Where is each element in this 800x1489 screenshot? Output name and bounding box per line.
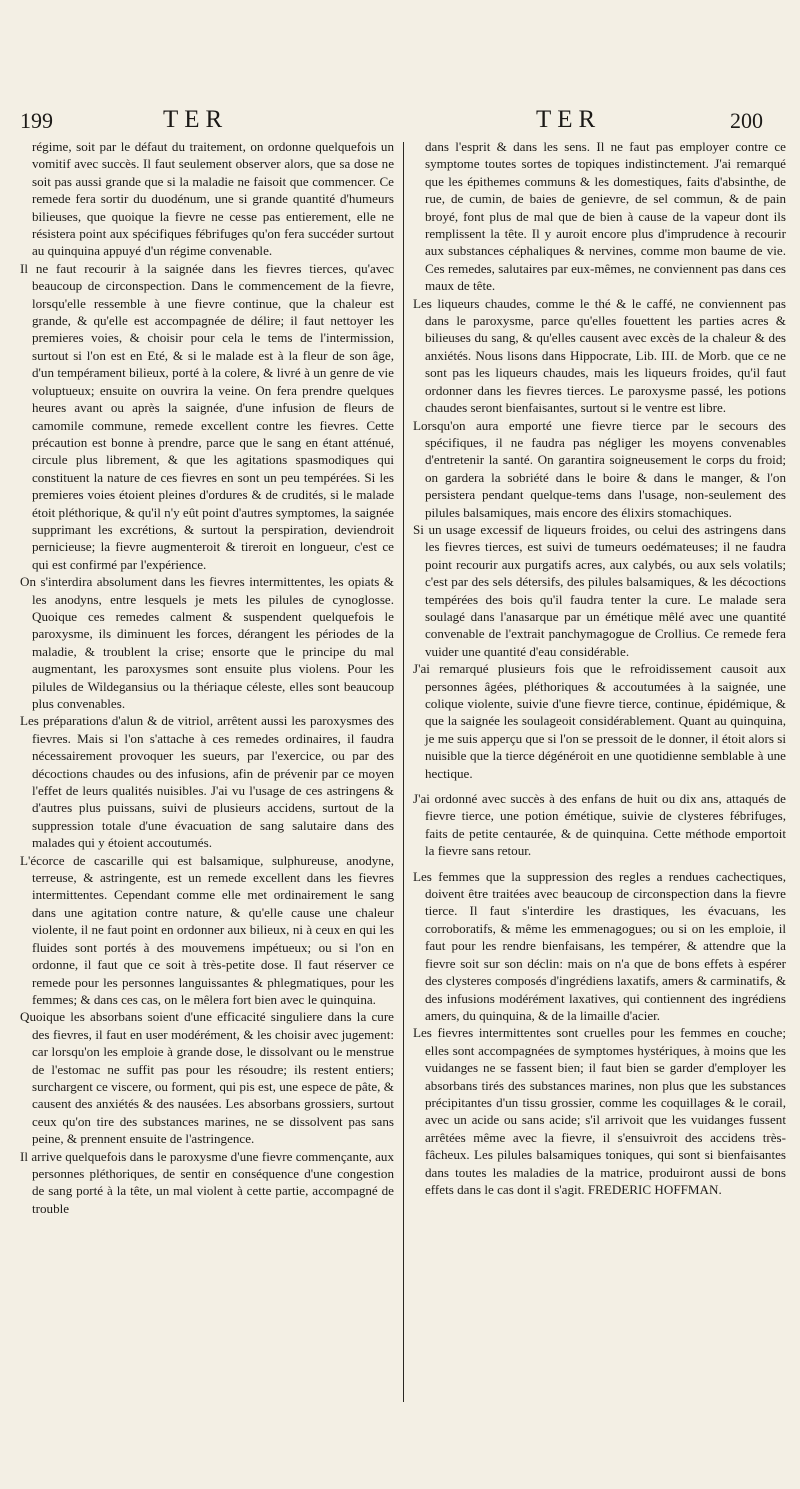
paragraph: Lorsqu'on aura emporté une fievre tierce par le secours des spécifiques, il ne faudra pas négliger les moyens convenables d'entretenir la santé. On garantira soigneusement le corps du froid; on gardera la sobriété dans le boire & dans le manger, & l'on persistera pendant quelque-tems dans l'usage, non-seulement des pilules balsamiques, mais encore des élixirs stomachiques. — [413, 417, 786, 520]
paragraph: Quoique les absorbans soient d'une efficacité singuliere dans la cure des fievres, il faut en user modérément, & les choisir avec jugement: car lorsqu'on les emploie à grande dose, le dissolvant ou le menstrue de l'estomac ne suffit pas pour les résoudre; ils restent entiers; surchargent ce viscere, ou forment, qui pis est, une espece de pâte, & causent des anxiétés & des nausées. Les absorbans grossiers, surtout ceux qu'on tire des substances marines, ne se dissolvent pas sans peine, & prennent ensuite de l'astringence. — [20, 1009, 394, 1147]
paragraph: J'ai ordonné avec succès à des enfans de huit ou dix ans, attaqués de fievre tierce, une potion émétique, suivie de clysteres fébrifuges, faits de petite centaurée, & de quinquina. Cette méthode emportoit la fievre sans retour. — [413, 791, 786, 859]
paragraph: Si un usage excessif de liqueurs froides, ou celui des astringens dans les fievres tierces, est suivi de tumeurs oedémateuses; il ne faudra point recourir aux purgatifs acres, aux calybés, ou aux sels volatils; c'est par des sels détersifs, des pilules balsamiques, & les décoctions tempérées des bois qu'il faudra tenter la cure. Le malade sera soulagé dans l'anasarque par un émétique mêlé avec une quantité convenable de l'extrait panchymagogue de Crollius. Ce remede fera vuider une quantité d'eau considérable. — [413, 521, 786, 659]
paragraph: Les femmes que la suppression des regles a rendues cachectiques, doivent être traitées avec beaucoup de circonspection dans la fievre tierce. Il faut s'interdire les drastiques, les évacuans, les corroboratifs, & même les emmenagogues; ou si on les emploie, il faut pour les rendre bienfaisans, les tempérer, & attendre que la fievre soit sur son déclin: mais on n'a que de bons effets à espérer des clysteres composés d'ingrédiens laxatifs, amers & carminatifs, & des infusions modérément laxatives, qui contiennent des ingrédiens amers, du quinquina, & de la limaille d'acier. — [413, 868, 786, 1023]
right-header-word: TER — [536, 106, 602, 133]
paragraph: Les fievres intermittentes sont cruelles pour les femmes en couche; elles sont accompagnées de symptomes hystériques, à moins que les vuidanges ne se fassent bien; il faut bien se garder d'employer les absorbans tirés des substances marines, non plus que les substances précipitantes d'un tissu grossier, comme les coquillages & le corail, avec un acide ou sans acide; s'il arrivoit que les vuidanges fussent arrêtées même avec la fievre, il s'ensuivroit des accidens très-fâcheux. Les pilules balsamiques toniques, qui sont si bienfaisantes dans toutes les maladies de la matrice, produiront aussi de bons effets dans le cas dont il s'agit. FREDERIC HOFFMAN. — [413, 1025, 786, 1197]
left-column — [20, 138, 394, 1217]
column-divider — [403, 142, 404, 1402]
spacer — [413, 860, 786, 868]
paragraph: J'ai remarqué plusieurs fois que le refroidissement causoit aux personnes âgées, pléthoriques & accoutumées à la saignée, une colique violente, suivie d'une fievre tierce, continue, épidémique, & que la saignée les soulageoit considérablement. Quant au quinquina, je me suis apperçu que si l'on se pressoit de le donner, il étoit alors si nuisible que la tierce dégénéroit en une quotidienne semblable à une hectique. — [413, 661, 786, 781]
spacer — [413, 782, 786, 790]
paragraph: régime, soit par le défaut du traitement, on ordonne quelquefois un vomitif avec succès. Il faut seulement observer alors, que sa dose ne soit pas aussi grande que si la maladie ne faisoit que commencer. Ce remede fera sortir du duodénum, une si grande quantité d'humeurs bilieuses, que quoique la fievre ne cesse pas entierement, elle ne résistera point aux spécifiques fébrifuges qu'on fera succéder surtout au quinquina appuyé d'un régime convenable. — [32, 139, 394, 259]
left-page-number: 199 — [20, 108, 53, 133]
paragraph: Les préparations d'alun & de vitriol, arrêtent aussi les paroxysmes des fievres. Mais si l'on s'attache à ces remedes ordinaires, il faudra nécessairement provoquer les sueurs, par l'exercice, ou par des décoctions chaudes ou des infusions, afin de prévenir par ce moyen l'effet de leurs qualités nuisibles. J'ai vu l'usage de ces astringens & d'autres plus puissans, suivi de plusieurs accidens, surtout de la suppression totale d'une évacuation de sang salutaire dans des malades qui y étoient accoutumés. — [20, 713, 394, 851]
right-page-number: 200 — [730, 108, 763, 133]
right-column — [413, 138, 786, 1198]
paragraph: Il ne faut recourir à la saignée dans les fievres tierces, qu'avec beaucoup de circonspection. Dans le commencement de la fievre, lorsqu'elle ressemble à une fievre continue, que la chaleur est grande, & qu'elle est accompagnée de délire; il faut nettoyer les premieres voies, & choisir pour cela le tems de l'intermission, surtout si l'on est en Eté, & si le malade est à la fleur de son âge, d'un tempérament bilieux, porté à la colere, & livré à un genre de vie voluptueux; ensuite on ouvrira la veine. On fera prendre quelques heures avant ou après la saignée, d'une infusion de fleurs de camomile commune, remede excellent contre les fievres. Cette précaution est bonne à prendre, parce que le sang en étant atténué, circule plus librement, & que les agitations spasmodiques qui constituent la nature de ces fievres en sont un peu tempérées. Si les premieres voies étoient pleines d'ordures & de crudités, si le malade étoit pléthorique, & qu'il n'y eût point d'autres symptomes, la saignée supprimant les excrétions, & surtout la perspiration, deviendroit pernicieuse; la fievre augmenteroit & tireroit en longueur, c'est ce qui est confirmé par l'expérience. — [20, 260, 394, 572]
paragraph: Il arrive quelquefois dans le paroxysme d'une fievre commençante, aux personnes pléthoriques, de sentir en conséquence d'une congestion de sang porté à la tête, un mal violent à cette partie, accompagné de trouble — [20, 1148, 394, 1216]
paragraph: dans l'esprit & dans les sens. Il ne faut pas employer contre ce symptome toutes sortes de topiques indistinctement. J'ai remarqué que les épithemes communs & les domestiques, faits d'absinthe, de rue, de cumin, de baies de genievre, de sel commun, & de pain broyé, font plus de mal que de bien à cause de la vapeur dont ils remplissent la tête. Il y auroit encore plus d'imprudence à recourir aux substances céphaliques & nervines, comme mon baume de vie. Ces remedes, salutaires par eux-mêmes, ne conviennent pas dans ces maux de tête. — [425, 139, 786, 294]
paragraph: L'écorce de cascarille qui est balsamique, sulphureuse, anodyne, terreuse, & astringente, est un remede excellent dans les fievres intermittentes. Cependant comme elle met ordinairement le sang dans une agitation contre nature, & qu'elle cause une chaleur violente, il ne faut point en ordonner aux bilieux, ni à ceux en qui les fluides sont portés à des mouvemens impétueux; ou si l'on en ordonne, il faut que ce soit à très-petite dose. Il faut réserver ce remede pour les personnes languissantes & phlegmatiques, pour les femmes; & dans ces cas, on le mêlera fort bien avec le quinquina. — [20, 852, 394, 1007]
paragraph: Les liqueurs chaudes, comme le thé & le caffé, ne conviennent pas dans le paroxysme, parce qu'elles fouettent les parties acres & bilieuses du sang, & qu'elles causent avec excès de la chaleur & des anxiétés. Nous lisons dans Hippocrate, Lib. III. de Morb. que ce ne sont pas les liqueurs chaudes, mais les liqueurs froides, qu'il faut ordonner dans les fievres tierces. Le paroxysme passé, les potions chaudes seront bienfaisantes, surtout si le ventre est libre. — [413, 295, 786, 416]
paragraph: On s'interdira absolument dans les fievres intermittentes, les opiats & les anodyns, entre lesquels je mets les pilules de cynoglosse. Quoique ces remedes calment & suspendent quelquefois le paroxysme, ils diminuent les forces, dérangent les périodes de la maladie, & troublent la crise; ensorte que le principe du mal augmentant, les paroxysmes sont ensuite plus violens. Pour les pilules de Wildegansius ou la thériaque céleste, elles sont beaucoup plus convenables. — [20, 574, 394, 711]
running-header — [0, 104, 800, 138]
left-header-word: TER — [163, 106, 229, 133]
